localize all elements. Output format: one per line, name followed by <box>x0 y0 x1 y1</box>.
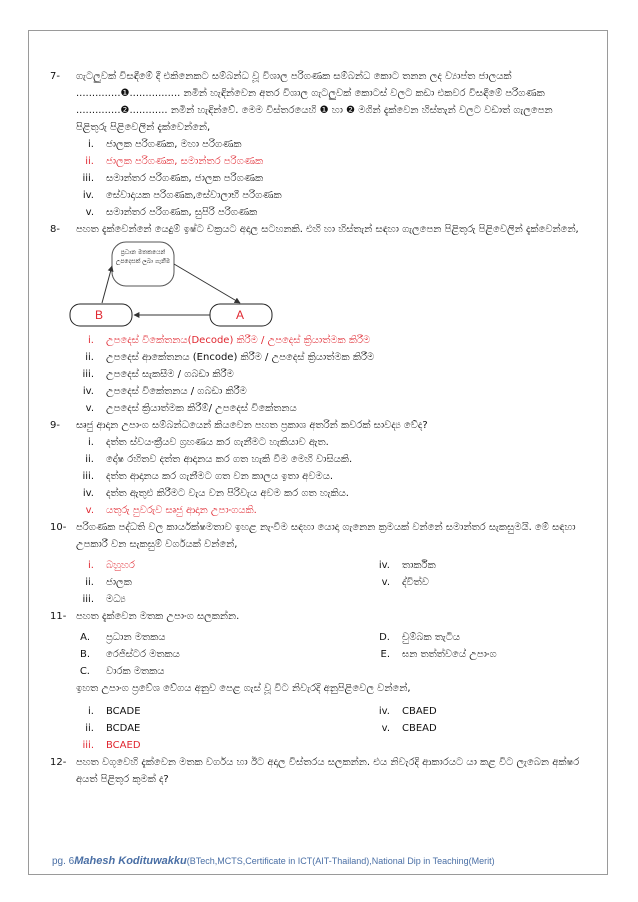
option-label: i. <box>88 437 94 448</box>
option-row <box>50 485 580 502</box>
question-text: පරිගණක පද්ධති වල කාර්යක්ෂමතාව ඉහළ නැංවීම සඳහා යොදා ගැනෙන ක්‍රමයක් වන්නේ සමාන්තර සැකසුමයි. මේ සඳහා උපකාරී වන සැකසුම් වර්ගයක් වන්නේ, <box>76 522 576 550</box>
option-row <box>50 366 580 383</box>
option-row-pair <box>50 703 580 720</box>
option-text: සමාන්තර පරිගණක, සුපිරි පරිගණක <box>106 207 258 218</box>
option-text: BCAED <box>106 740 141 751</box>
device-row-pair <box>50 646 580 663</box>
option-row <box>50 349 580 366</box>
device-text: චුම්බක තැටිය <box>402 632 461 643</box>
option-text: ද්විත්ව <box>402 577 429 588</box>
fetch-cycle-diagram <box>50 240 580 328</box>
option-label: ii. <box>85 352 94 363</box>
device-label: D. <box>379 632 390 643</box>
option-label: i. <box>88 139 94 150</box>
option-label: i. <box>88 335 94 346</box>
device-label: B. <box>79 649 90 660</box>
option-text: සේවාදායක පරිගණක,සේවාලාභී පරිගණක <box>106 190 282 201</box>
device-text: ඝන තත්ත්වයේ උපාංග <box>402 649 497 660</box>
question-number: 11- <box>50 611 67 622</box>
question-text: ගැටලුවක් විසඳීමේ දී එකිනෙකට සම්බන්ධ වූ විශාල පරිගණක සම්බන්ධ කොට තනන ලද ව්‍යාප්ත ජාලයක් ..............❶................ නමින් හැඳින්වෙන අතර විශාල ගැටලුවක් කොටස් වලට කඩා එකවර විසඳීමේ පරිගණක ..............❷............ නමින් හැඳින්වේ. මෙම විස්තරයෙහි ❶ හා ❷ මගින් දැක්වෙන හිස්තැන් වලට වඩාත් ගැලපෙන පිළිතුරු පිළිවෙලින් දැක්වෙන්නේ, <box>76 71 553 133</box>
option-row <box>50 400 580 417</box>
question-text: පහත දැක්වෙන්නේ යෙදුම් ඉෂ්ට චක්‍රයට අදාල සටහනකි. එහි හා හිස්තැන් සඳහා ගැලපෙන පිළිතුරු පිළිවෙලින් දැක්වෙන්නේ, <box>76 224 579 235</box>
option-label: ii. <box>85 577 94 588</box>
option-row <box>50 591 580 608</box>
option-label: ii. <box>85 454 94 465</box>
option-label: v. <box>85 207 94 218</box>
arrow-b-to-fetch <box>102 266 112 303</box>
question-number: 8- <box>50 224 60 235</box>
question-number: 10- <box>50 522 67 533</box>
question-11-options <box>50 703 580 754</box>
option-label: iii. <box>82 471 94 482</box>
question-number: 12- <box>50 757 67 768</box>
option-text: සමාන්තර පරිගණක, ජාලක පරිගණක <box>106 173 264 184</box>
option-row <box>50 383 580 400</box>
option-row <box>50 468 580 485</box>
option-row <box>50 204 580 221</box>
option-text: මධ්‍ය <box>106 594 126 605</box>
option-text: උපදෙස් සැකසීම / ගබඩා කිරීම <box>106 369 234 380</box>
option-label: ii. <box>85 723 94 734</box>
device-text: රෙජිස්ටර මතකය <box>106 649 180 660</box>
option-label: iv. <box>378 560 390 571</box>
option-text: දත්ත ආදානය කර ගැනීමට ගත වන කාලය ඉතා අවමය. <box>106 471 334 482</box>
device-label: C. <box>79 666 90 677</box>
option-text: උපදෙස් විකේතනය(Decode) කිරීම / උපදෙස් ක්‍රියාත්මක කිරීම <box>106 335 371 346</box>
question-11 <box>50 608 580 625</box>
option-label: v. <box>85 403 94 414</box>
option-label: ii. <box>85 156 94 167</box>
option-label: iii. <box>82 369 94 380</box>
option-row-pair <box>50 557 580 574</box>
question-8 <box>50 221 580 238</box>
option-text: තාර්කික <box>402 560 436 571</box>
option-label: v. <box>381 723 390 734</box>
device-row-pair <box>50 629 580 646</box>
option-row-correct <box>50 153 580 170</box>
option-text: දත්ත ඇතුළු කිරීමට වැය වන පිරිවැය අවම කර ගත හැකිය. <box>106 488 349 499</box>
option-row-correct <box>50 737 580 754</box>
option-row-pair <box>50 574 580 591</box>
option-text: ජාලක පරිගණක, සමාන්තර පරිගණක <box>106 156 264 167</box>
question-number: 7- <box>50 71 60 82</box>
page-number: pg. 6 <box>52 856 75 867</box>
option-text: ජාලක <box>106 577 132 588</box>
option-row <box>50 434 580 451</box>
option-row <box>50 451 580 468</box>
option-text: උපදෙස් ආකේතනය (Encode) කිරීම / උපදෙස් ක්‍රියාත්මක කිරීම <box>106 352 375 363</box>
author-name: Mahesh Kodituwakku <box>74 855 187 867</box>
option-text: BCDAE <box>106 723 141 734</box>
node-a-label: A <box>236 308 245 322</box>
option-row <box>50 170 580 187</box>
option-row <box>50 187 580 204</box>
option-label: i. <box>88 560 94 571</box>
option-text: උපදෙස් විකේතනය / ගබඩා කිරීම <box>106 386 247 397</box>
device-label: E. <box>380 649 390 660</box>
option-label: iii. <box>82 173 94 184</box>
question-sheet <box>50 68 580 788</box>
question-12 <box>50 754 580 788</box>
option-row-pair <box>50 720 580 737</box>
device-label: A. <box>80 632 90 643</box>
question-text: සෘජු ආදාන උපාංග සම්බන්ධයෙන් කියවෙන පහත ප්‍රකාශ අතරින් කවරක් සාවද්‍ය වේද? <box>76 420 428 431</box>
page-footer <box>52 855 495 867</box>
device-text: ප්‍රධාන මතකය <box>106 632 166 643</box>
option-row-correct <box>50 502 580 519</box>
question-text: පහත වගුවෙහි දැක්වෙන මතක වර්ගය හා ඊට අදාල විස්තරය සලකන්න. එය නිවැරදි ආකාරයට යා කළ විට ලැබෙන අක්ෂර අයත් පිළිතුර කුමක් ද? <box>76 757 580 785</box>
option-label: iii. <box>82 740 94 751</box>
option-label: iv. <box>82 488 94 499</box>
option-text: යතුරු පුවරුව සෘජු ආදාන උපාංගයකි. <box>106 505 257 516</box>
option-text: දෝෂ රහිතව දත්ත ආදානය කර ගත හැකි වීම මෙහි වාසියකි. <box>106 454 353 465</box>
question-text: පහත දැක්වෙන මතක උපාංග සලකන්න. <box>76 611 240 622</box>
option-text: දත්ත ස්වයංක්‍රීයව ග්‍රහණය කර ගැනීමට හැකියාව ඇත. <box>106 437 329 448</box>
option-text: ජාලක පරිගණක, මහා පරිගණක <box>106 139 242 150</box>
question-9 <box>50 417 580 434</box>
option-row <box>50 136 580 153</box>
option-label: i. <box>88 706 94 717</box>
arrow-to-a <box>174 264 240 303</box>
option-text-correct: බහුහර <box>106 560 135 571</box>
option-text: CBAED <box>402 706 437 717</box>
option-text: BCADE <box>106 706 141 717</box>
device-row <box>50 663 580 680</box>
fetch-label: ප්‍රධාන මතකයෙන් උපදෙසක් ලබා ගැනීම <box>115 249 171 265</box>
option-label: iii. <box>82 594 94 605</box>
memory-devices-list <box>50 629 580 680</box>
option-label: v. <box>85 505 94 516</box>
question-10-options <box>50 557 580 608</box>
question-8-options <box>50 332 580 417</box>
option-row-correct <box>50 332 580 349</box>
option-label: iv. <box>378 706 390 717</box>
device-text: වාරක මතකය <box>106 666 165 677</box>
question-11-prompt: ඉහත උපාංග ප්‍රවේශ වේගය අනුව පෙළ ගැස් වූ විට නිවැරදි අනුපිළිවෙල වන්නේ, <box>76 683 411 694</box>
option-text: උපදෙස් ක්‍රියාත්මක කිරීම්/ උපදෙස් විකේතනය <box>106 403 297 414</box>
node-b-label: B <box>95 308 104 322</box>
option-label: iv. <box>82 190 94 201</box>
author-credentials: (BTech,MCTS,Certificate in ICT(AIT-Thailand),National Dip in Teaching(Merit) <box>186 856 495 866</box>
question-7-options <box>50 136 580 221</box>
question-10 <box>50 519 580 553</box>
question-number: 9- <box>50 420 60 431</box>
option-text: CBEAD <box>402 723 437 734</box>
question-9-options <box>50 434 580 519</box>
option-label: v. <box>381 577 390 588</box>
option-label: iv. <box>82 386 94 397</box>
question-7 <box>50 68 580 136</box>
